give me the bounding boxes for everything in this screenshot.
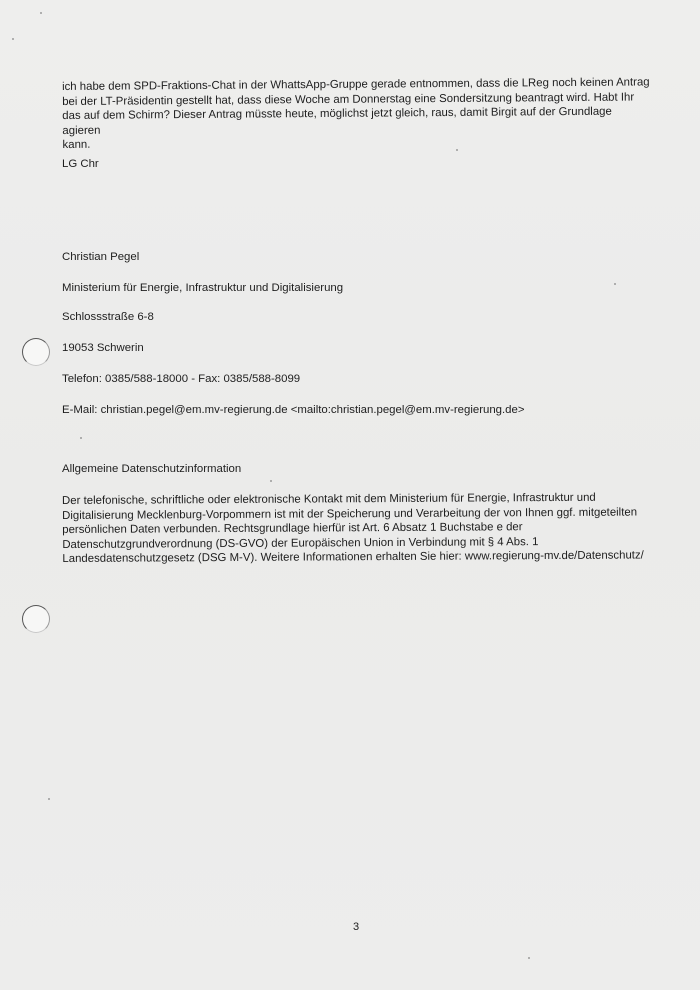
signature-name: Christian Pegel	[62, 251, 140, 263]
signature-city: 19053 Schwerin	[62, 342, 144, 354]
scan-speck	[80, 437, 82, 439]
scan-speck	[270, 480, 272, 482]
punch-hole-top	[22, 338, 50, 366]
privacy-heading: Allgemeine Datenschutzinformation	[62, 463, 242, 475]
scan-speck	[528, 957, 530, 959]
scan-speck	[456, 149, 458, 151]
scan-speck	[48, 798, 50, 800]
privacy-body: Der telefonische, schriftliche oder elektronische Kontakt mit dem Ministerium für Energie, Infrastruktur und Digitalisierung Mecklenburg-Vorpommern ist mit der Speicherung und Verarbeitung der von Ihnen ggf. mitgeteilten persönlichen Daten verbunden. Rechtsgrundlage hierfür ist Art. 6 Absatz 1 Buchstabe e der Datenschutzgrundverordnung (DS-GVO) der Europäischen Union in Verbindung mit § 4 Abs. 1 Landesdatenschutzgesetz (DSG M-V). Weitere Informationen erhalten Sie hier: www.regierung-mv.de/Datenschutz/	[62, 491, 644, 566]
punch-hole-bottom	[22, 605, 50, 633]
scan-speck	[40, 12, 42, 14]
message-body: ich habe dem SPD-Fraktions-Chat in der WhattsApp-Gruppe gerade entnommen, dass die LReg noch keinen Antrag bei der LT-Präsidentin gestellt hat, dass diese Woche am Donnerstag eine Sondersitzung beantragt wird. Habt Ihr das auf dem Schirm? Dieser Antrag müsste heute, möglichst jetzt gleich, raus, damit Birgit auf der Grundlage agieren kann.	[62, 76, 650, 152]
greeting: LG Chr	[62, 158, 99, 170]
signature-phone: Telefon: 0385/588-18000 - Fax: 0385/588-8099	[62, 373, 301, 385]
page-number: 3	[353, 921, 360, 933]
scan-speck	[614, 283, 616, 285]
signature-street: Schlossstraße 6-8	[62, 311, 154, 323]
signature-ministry: Ministerium für Energie, Infrastruktur und Digitalisierung	[62, 282, 344, 294]
signature-email: E-Mail: christian.pegel@em.mv-regierung.de <mailto:christian.pegel@em.mv-regierung.de>	[62, 404, 525, 416]
scan-speck	[12, 38, 14, 40]
